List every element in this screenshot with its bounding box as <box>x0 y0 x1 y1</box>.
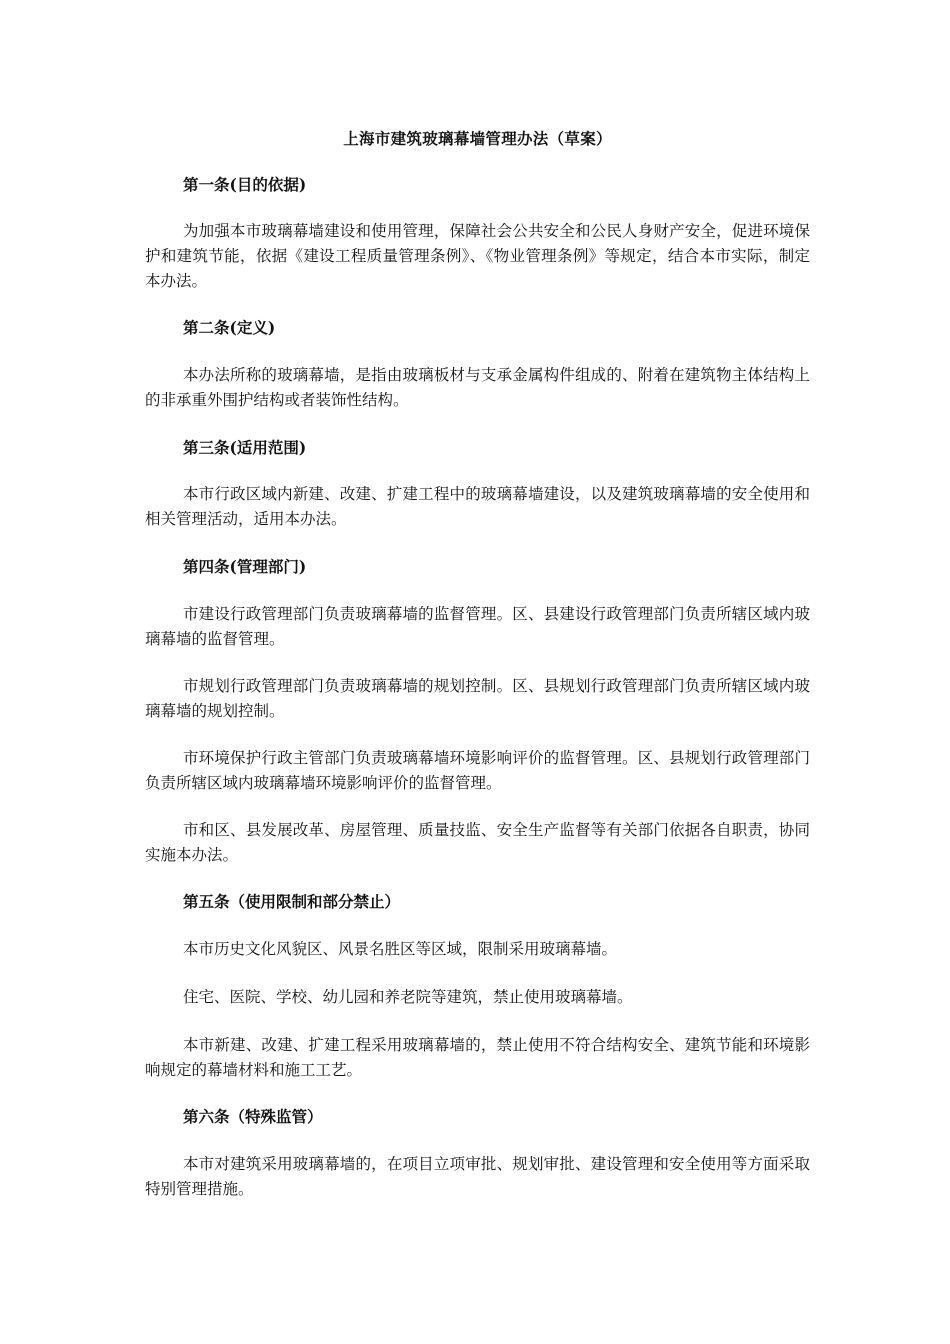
article-6-heading: 第六条（特殊监管） <box>183 1107 323 1126</box>
article-6-paragraph-1: 本市对建筑采用玻璃幕墙的，在项目立项审批、规划审批、建设管理和安全使用等方面采取特别管理措施。 <box>145 1155 810 1198</box>
document-title: 上海市建筑玻璃幕墙管理办法（草案） <box>343 129 612 148</box>
article-4-paragraph-1: 市建设行政管理部门负责玻璃幕墙的监督管理。区、县建设行政管理部门负责所辖区域内玻璃幕墙的监督管理。 <box>145 605 810 648</box>
article-5-paragraph-1: 本市历史文化风貌区、风景名胜区等区域，限制采用玻璃幕墙。 <box>183 940 618 958</box>
article-5-heading: 第五条（使用限制和部分禁止） <box>183 892 401 911</box>
article-1-paragraph-1: 为加强本市玻璃幕墙建设和使用管理，保障社会公共安全和公民人身财产安全，促进环境保护和建筑节能，依据《建设工程质量管理条例》、《物业管理条例》等规定，结合本市实际，制定本办法。 <box>145 222 810 290</box>
article-3-paragraph-1: 本市行政区域内新建、改建、扩建工程中的玻璃幕墙建设，以及建筑玻璃幕墙的安全使用和相关管理活动，适用本办法。 <box>145 485 810 528</box>
article-5-paragraph-2: 住宅、医院、学校、幼儿园和养老院等建筑，禁止使用玻璃幕墙。 <box>183 988 633 1006</box>
document-page <box>145 0 810 1344</box>
article-2-paragraph-1: 本办法所称的玻璃幕墙，是指由玻璃板材与支承金属构件组成的、附着在建筑物主体结构上的非承重外围护结构或者装饰性结构。 <box>145 366 810 409</box>
article-4-heading: 第四条(管理部门) <box>183 557 307 576</box>
article-4-paragraph-2: 市规划行政管理部门负责玻璃幕墙的规划控制。区、县规划行政管理部门负责所辖区域内玻璃幕墙的规划控制。 <box>145 677 810 720</box>
article-4-paragraph-4: 市和区、县发展改革、房屋管理、质量技监、安全生产监督等有关部门依据各自职责，协同实施本办法。 <box>145 821 810 864</box>
article-3-heading: 第三条(适用范围) <box>183 438 307 457</box>
article-4-paragraph-3: 市环境保护行政主管部门负责玻璃幕墙环境影响评价的监督管理。区、县规划行政管理部门负责所辖区域内玻璃幕墙环境影响评价的监督管理。 <box>145 749 810 792</box>
article-2-heading: 第二条(定义) <box>183 318 276 337</box>
article-5-paragraph-3: 本市新建、改建、扩建工程采用玻璃幕墙的，禁止使用不符合结构安全、建筑节能和环境影响规定的幕墙材料和施工工艺。 <box>145 1036 810 1079</box>
article-1-heading: 第一条(目的依据) <box>183 175 307 194</box>
